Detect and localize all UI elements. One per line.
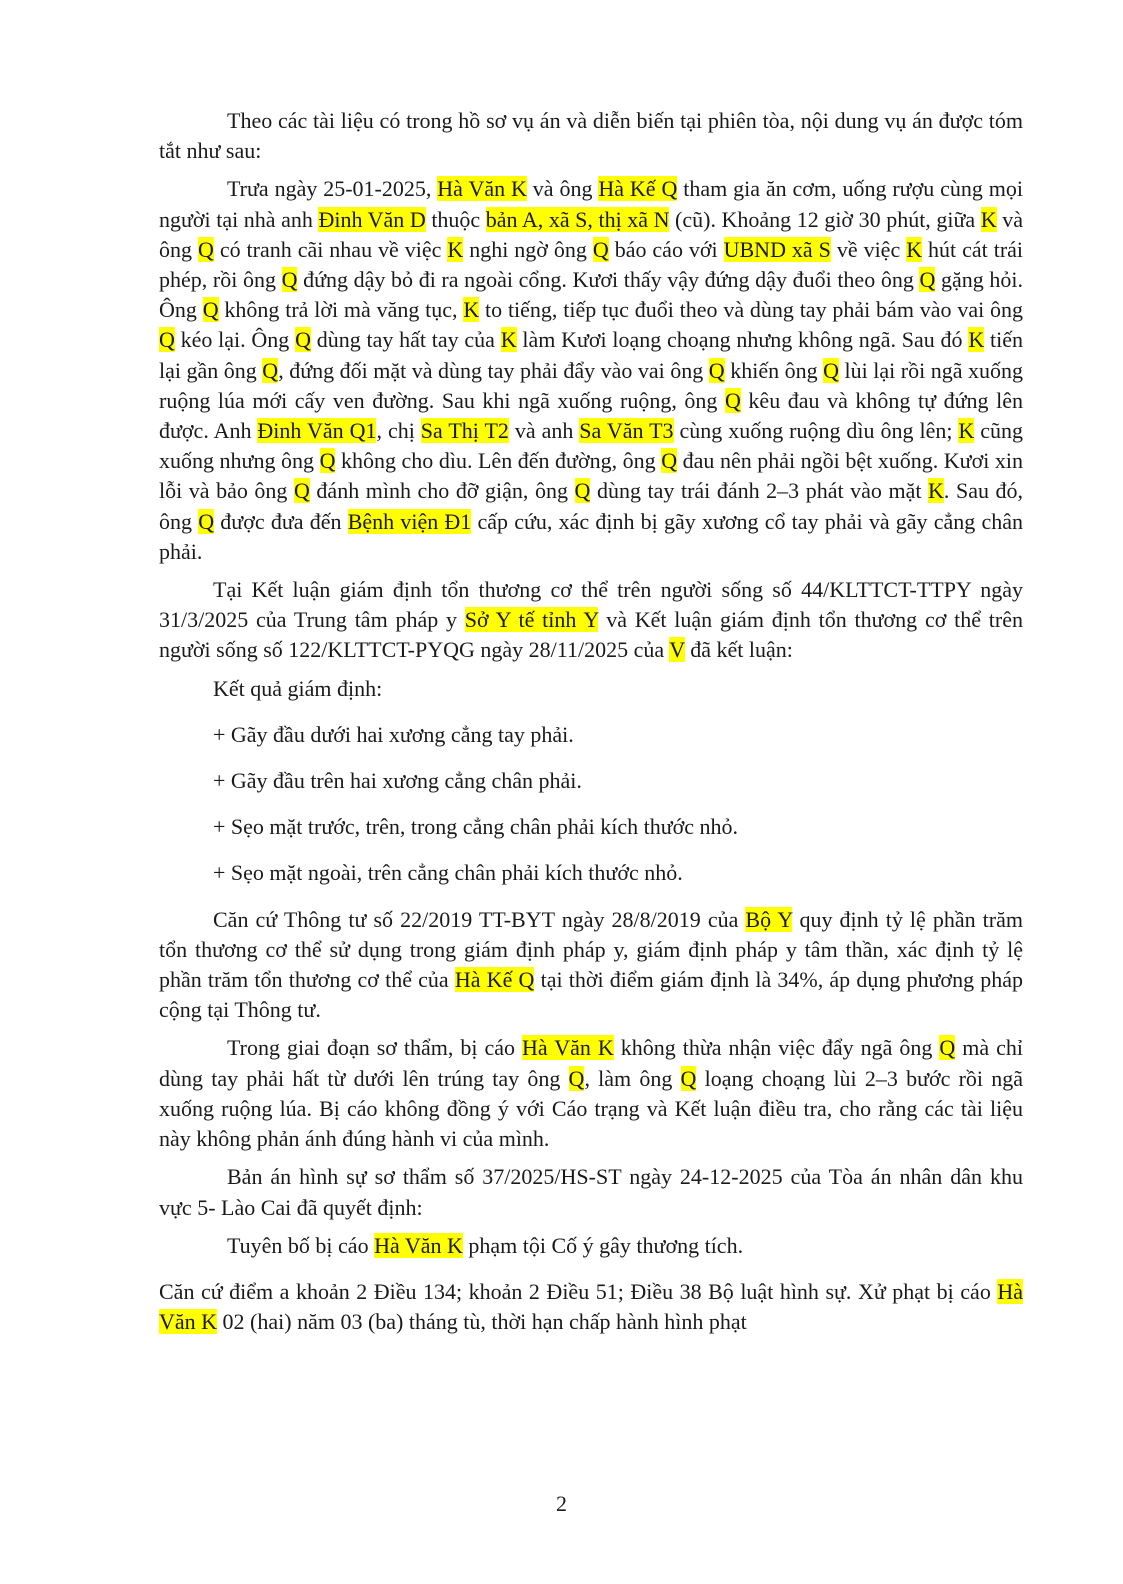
highlighted-text: K	[968, 327, 985, 353]
text-segment: tham gia ăn cơm, uống rượu cùng mọi người tại nhà anh	[159, 176, 1024, 232]
text-segment: và anh	[508, 418, 580, 444]
highlighted-text: Q	[823, 357, 839, 383]
text-segment: dùng tay hất tay của	[310, 327, 501, 353]
paragraph-p7	[159, 812, 1023, 842]
highlighted-text: K	[928, 478, 944, 504]
highlighted-text: Q	[159, 327, 175, 353]
paragraph-p4	[159, 674, 1023, 704]
text-segment: mà chỉ dùng tay phải hất từ dưới lên trúng tay ông	[159, 1035, 1023, 1091]
highlighted-text: Sa Thị T2	[420, 418, 509, 444]
highlighted-text: Bộ Y	[745, 906, 793, 932]
highlighted-text: Hà Văn K	[521, 1035, 614, 1061]
text-segment: , đứng đối mặt và dùng tay phải đẩy vào vai ông	[278, 357, 709, 383]
text-segment: to tiếng, tiếp tục đuổi theo và dùng tay phải bám vào vai ông	[479, 297, 1023, 323]
paragraph-p10	[159, 1033, 1023, 1154]
highlighted-text: K	[906, 236, 923, 262]
highlighted-text: Q	[319, 448, 336, 474]
highlighted-text: K	[958, 418, 975, 444]
text-segment: gặng hỏi. Ông	[159, 267, 1023, 323]
text-segment: Theo các tài liệu có trong hồ sơ vụ án và diễn biến tại phiên tòa, nội dung vụ án được tóm tắt như sau:	[159, 108, 1023, 164]
highlighted-text: Q	[708, 357, 725, 383]
text-segment: được đưa đến	[214, 508, 348, 534]
text-segment: tại thời điểm giám định là 34%, áp dụng phương pháp cộng tại Thông tư.	[159, 967, 1023, 1023]
text-segment: và ông	[526, 176, 599, 202]
highlighted-text: K	[500, 327, 517, 353]
text-segment: tiến lại gần ông	[159, 327, 1023, 383]
highlighted-text: Q	[281, 267, 298, 293]
paragraph-p5	[159, 720, 1023, 750]
text-segment: và Kết luận giám định tổn thương cơ thể trên người sống số 122/KLTTCT-PYQG ngày 28/11/2025 của	[159, 607, 1023, 663]
paragraph-p1	[159, 106, 1023, 166]
highlighted-text: Bệnh viện Đ1	[347, 508, 472, 534]
highlighted-text: Q	[724, 387, 741, 413]
text-segment: nghi ngờ ông	[463, 236, 593, 262]
paragraph-p2	[159, 174, 1023, 567]
text-segment: kéo lại. Ông	[174, 327, 296, 353]
paragraph-p6	[159, 766, 1023, 796]
page-number: 2	[556, 1491, 567, 1516]
highlighted-text: Đinh Văn D	[318, 206, 426, 232]
highlighted-text: Q	[293, 478, 310, 504]
highlighted-text: Q	[198, 508, 215, 534]
text-segment: có tranh cãi nhau về việc	[213, 236, 448, 262]
text-segment: không thừa nhận việc đẩy ngã ông	[613, 1035, 940, 1061]
highlighted-text: K	[447, 236, 464, 262]
text-segment: và ông	[159, 206, 1023, 262]
text-segment: loạng choạng lùi 2–3 bước rồi ngã xuống ruộng lúa. Bị cáo không đồng ý với Cáo trạng và Kết luận điều tra, cho rằng các tài liệu này không phản ánh đúng hành vi của mình.	[159, 1065, 1024, 1152]
text-segment: không cho dìu. Lên đến đường, ông	[335, 448, 662, 474]
document-body	[159, 106, 1023, 1337]
text-segment: + Sẹo mặt trước, trên, trong cẳng chân phải kích thước nhỏ.	[213, 814, 739, 840]
highlighted-text: Q	[262, 357, 279, 383]
text-segment: , chị	[376, 418, 421, 444]
text-segment: làm Kươi loạng choạng nhưng không ngã. Sau đó	[516, 327, 969, 353]
highlighted-text: Q	[919, 267, 936, 293]
text-segment: Kết quả giám định:	[213, 675, 383, 701]
text-segment: thuộc	[425, 206, 486, 232]
highlighted-text: Q	[592, 236, 609, 262]
text-segment: hút cát trái phép, rồi ông	[159, 236, 1024, 293]
text-segment: báo cáo với	[608, 236, 724, 262]
paragraph-p12	[159, 1231, 1023, 1261]
highlighted-text: Q	[661, 448, 678, 474]
text-segment: Căn cứ Thông tư số 22/2019 TT-BYT ngày 28/8/2019 của	[213, 906, 746, 932]
text-segment: + Gãy đầu dưới hai xương cẳng tay phải.	[213, 721, 574, 747]
text-segment: đã kết luận:	[684, 637, 793, 663]
highlighted-text: Hà Kế Q	[598, 176, 678, 202]
highlighted-text: bản A, xã S, thị xã N	[485, 206, 670, 232]
text-segment: cấp cứu, xác định bị gãy xương cổ tay phải và gãy cẳng chân phải.	[159, 508, 1024, 564]
highlighted-text: Hà Văn K	[159, 1278, 1023, 1335]
highlighted-text: UBND xã S	[723, 236, 831, 262]
highlighted-text: Q	[680, 1065, 697, 1091]
text-segment: Căn cứ điểm a khoản 2 Điều 134; khoản 2 Điều 51; Điều 38 Bộ luật hình sự. Xử phạt bị cáo	[159, 1278, 998, 1304]
text-segment: (cũ). Khoảng 12 giờ 30 phút, giữa	[669, 206, 981, 232]
text-segment: khiến ông	[724, 357, 824, 383]
text-segment: đánh mình cho đỡ giận, ông	[309, 478, 575, 504]
text-segment: . Sau đó, ông	[159, 478, 1024, 534]
text-segment: kêu đau và không tự đứng lên được. Anh	[159, 387, 1023, 444]
text-segment: phạm tội Cố ý gây thương tích.	[462, 1232, 744, 1258]
highlighted-text: Hà Kế Q	[454, 967, 535, 993]
highlighted-text: Q	[568, 1065, 585, 1091]
text-segment: đứng dậy bỏ đi ra ngoài cổng. Kươi thấy vậy đứng dậy đuổi theo ông	[297, 267, 920, 293]
paragraph-p11	[159, 1162, 1023, 1222]
text-segment: + Sẹo mặt ngoài, trên cẳng chân phải kích thước nhỏ.	[213, 860, 683, 886]
text-segment: lùi lại rồi ngã xuống ruộng lúa mới cấy ven đường. Sau khi ngã xuống ruộng, ông	[159, 357, 1023, 413]
text-segment: Tại Kết luận giám định tổn thương cơ thể trên người sống số 44/KLTTCT-TTPY ngày 31/3/2025 của Trung tâm pháp y	[159, 577, 1023, 633]
highlighted-text: Q	[202, 297, 219, 323]
highlighted-text: Hà Văn K	[374, 1232, 463, 1258]
text-segment: cùng xuống ruộng dìu ông lên;	[673, 418, 959, 444]
text-segment: về việc	[830, 236, 907, 262]
highlighted-text: Sở Y tế tỉnh Y	[464, 607, 599, 633]
highlighted-text: Đinh Văn Q1	[257, 418, 377, 444]
text-segment: , làm ông	[584, 1065, 681, 1091]
text-segment: 02 (hai) năm 03 (ba) tháng tù, thời hạn chấp hành hình phạt	[217, 1309, 747, 1335]
highlighted-text: V	[669, 637, 685, 663]
text-segment: Tuyên bố bị cáo	[227, 1232, 375, 1258]
text-segment: dùng tay trái đánh 2–3 phát vào mặt	[590, 478, 929, 504]
paragraph-p13	[159, 1277, 1023, 1337]
text-segment: Bản án hình sự sơ thẩm số 37/2025/HS-ST ngày 24-12-2025 của Tòa án nhân dân khu vực 5- Lào Cai đã quyết định:	[159, 1164, 1023, 1220]
text-segment: Trong giai đoạn sơ thẩm, bị cáo	[227, 1035, 522, 1061]
highlighted-text: Sa Văn T3	[579, 418, 674, 444]
text-segment: không trả lời mà văng tục,	[218, 297, 464, 323]
text-segment: + Gãy đầu trên hai xương cẳng chân phải.	[213, 768, 582, 794]
highlighted-text: Q	[574, 478, 591, 504]
paragraph-p3	[159, 575, 1023, 666]
highlighted-text: Q	[197, 236, 214, 262]
text-segment: cũng xuống nhưng ông	[159, 418, 1024, 474]
highlighted-text: Q	[295, 327, 311, 353]
highlighted-text: Q	[939, 1035, 956, 1061]
text-segment: Trưa ngày 25-01-2025,	[227, 176, 438, 202]
paragraph-p8	[159, 858, 1023, 888]
text-segment: quy định tỷ lệ phần trăm tổn thương cơ thể sử dụng trong giám định pháp y, giám định pháp y tâm thần, xác định tỷ lệ phần trăm tổn thương cơ thể của	[159, 906, 1023, 993]
highlighted-text: Hà Văn K	[437, 176, 527, 202]
highlighted-text: K	[463, 297, 480, 323]
paragraph-p9	[159, 905, 1023, 1026]
highlighted-text: K	[980, 206, 997, 232]
text-segment: đau nên phải ngồi bệt xuống. Kươi xin lỗi và bảo ông	[159, 448, 1023, 504]
